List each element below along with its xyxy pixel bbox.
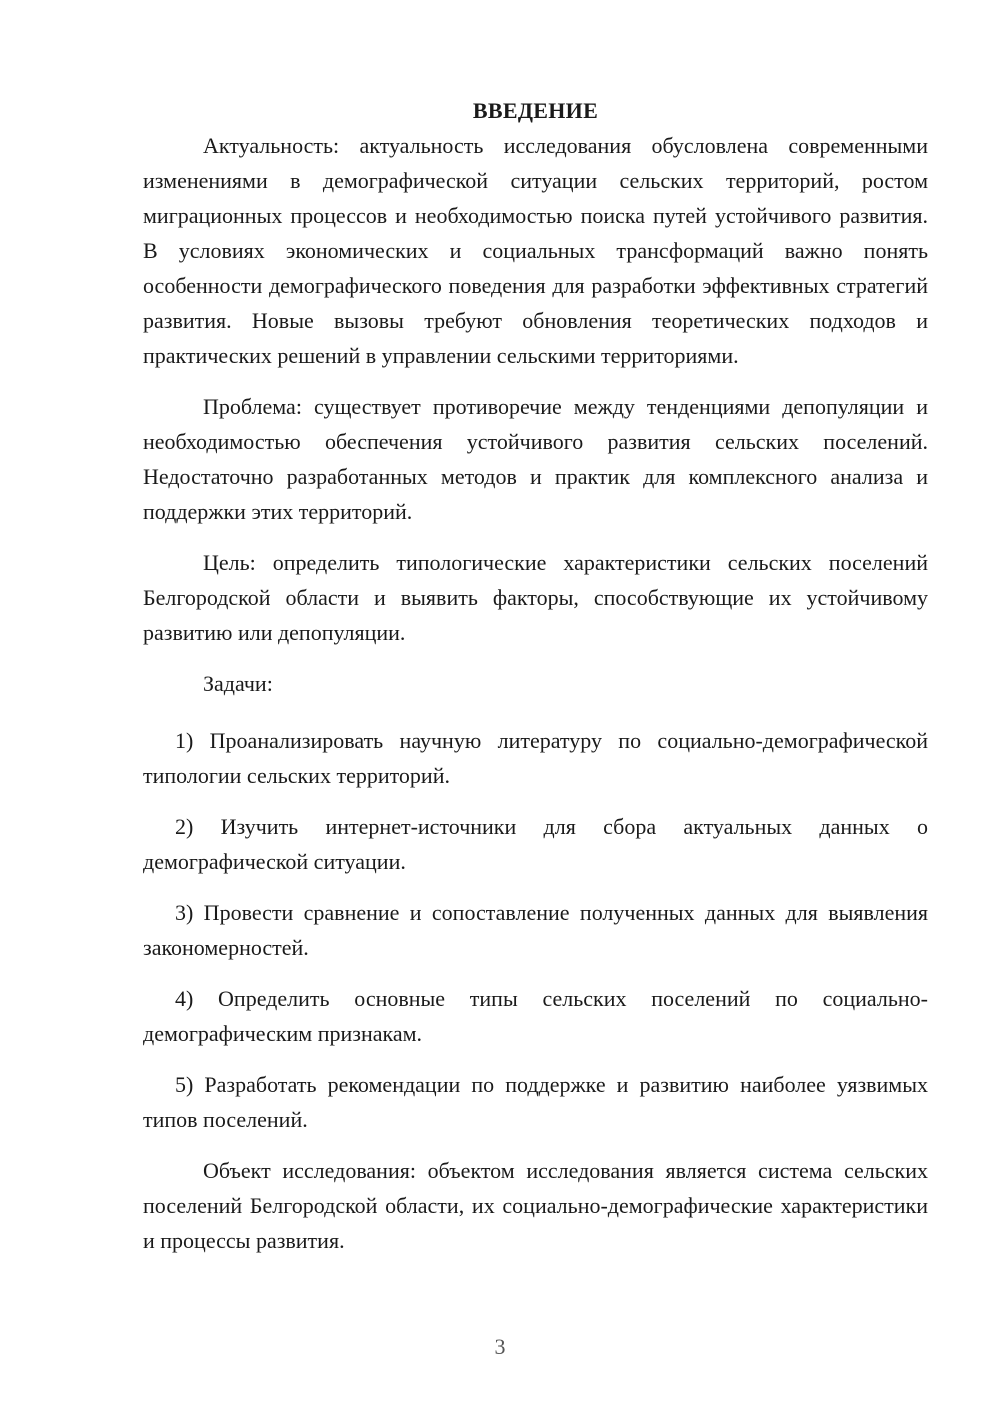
document-page <box>143 93 928 1274</box>
relevance-paragraph: Актуальность: актуальность исследования обусловлена современными изменениями в демографической ситуации сельских территорий, ростом миграционных процессов и необходимостью поиска путей устойчивого развития. В условиях экономических и социальных трансформаций важно понять особенности демографического поведения для разработки эффективных стратегий развития. Новые вызовы требуют обновления теоретических подходов и практических решений в управлении сельскими территориями. <box>143 133 928 368</box>
object-paragraph: Объект исследования: объектом исследования является система сельских поселений Белгородской области, их социально-демографические характеристики и процессы развития. <box>143 1158 928 1253</box>
task-item: 1) Проанализировать научную литературу по социально-демографической типологии сельских территорий. <box>143 728 928 788</box>
task-item: 5) Разработать рекомендации по поддержке и развитию наиболее уязвимых типов поселений. <box>143 1072 928 1132</box>
problem-paragraph: Проблема: существует противоречие между тенденциями депопуляции и необходимостью обеспечения устойчивого развития сельских поселений. Недостаточно разработанных методов и практик для комплексного анализа и поддержки этих территорий. <box>143 394 928 524</box>
task-item: 2) Изучить интернет-источники для сбора актуальных данных о демографической ситуации. <box>143 814 928 874</box>
page-number: 3 <box>494 1334 506 1359</box>
tasks-heading: Задачи: <box>203 671 273 696</box>
page-title: ВВЕДЕНИЕ <box>472 98 599 123</box>
goal-paragraph: Цель: определить типологические характеристики сельских поселений Белгородской области и выявить факторы, способствующие их устойчивому развитию или депопуляции. <box>143 550 928 645</box>
task-item: 3) Провести сравнение и сопоставление полученных данных для выявления закономерностей. <box>143 900 928 960</box>
task-item: 4) Определить основные типы сельских поселений по социально-демографическим признакам. <box>143 986 928 1046</box>
